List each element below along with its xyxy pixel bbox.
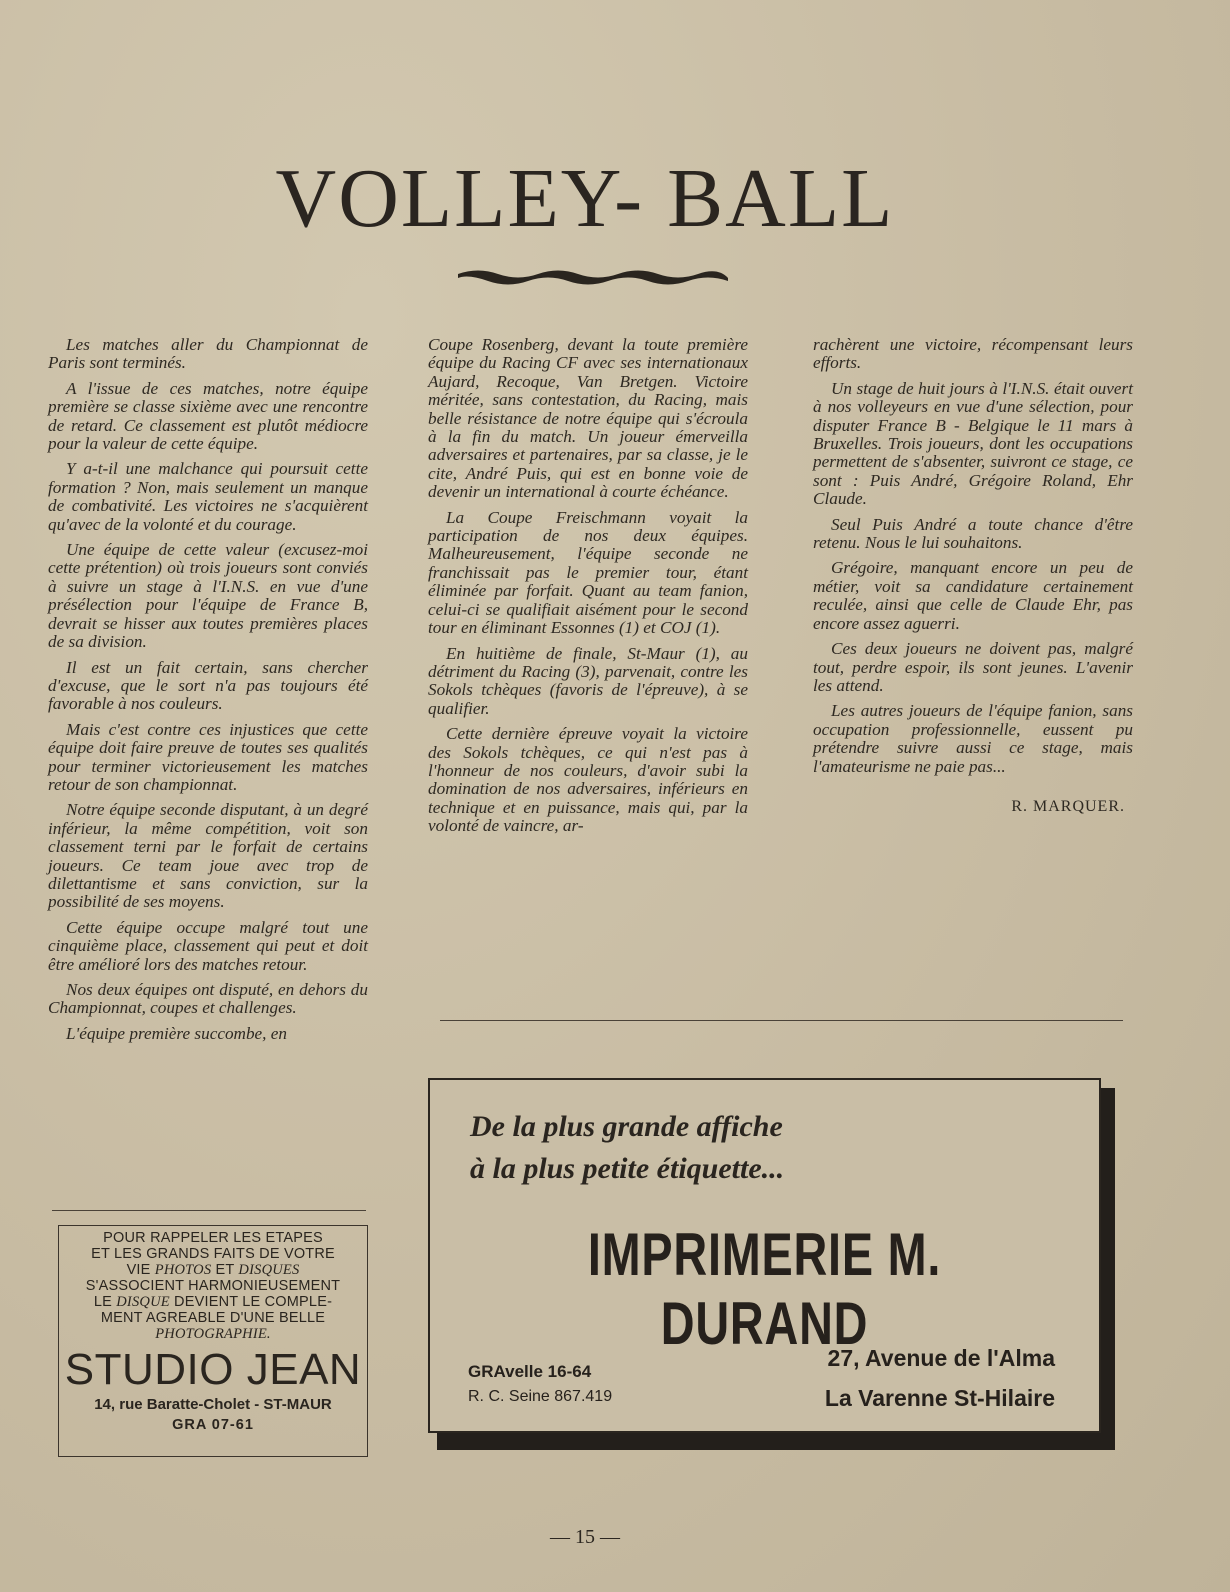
paragraph: Les autres joueurs de l'équipe fanion, sans occupation professionnelle, eussent pu prétendre suivre aussi ce stage, mais l'amateurisme ne paie pas... bbox=[813, 701, 1133, 776]
ad-slogan bbox=[470, 1106, 784, 1190]
ad-text-emphasis: PHOTOS bbox=[154, 1262, 212, 1278]
studio-jean-advertisement bbox=[58, 1225, 368, 1457]
paragraph: La Coupe Freischmann voyait la participation de nos deux équipes. Malheureusement, l'équipe seconde ne franchissait pas le premier tour, étant éliminée par forfait. Quant au team fanion, celui-ci se qualifiait aisément pour le second tour en éliminant Essonnes (1) et COJ (1). bbox=[428, 507, 748, 638]
divider-rule bbox=[52, 1210, 366, 1211]
ad-text-fragment: LE bbox=[93, 1294, 117, 1310]
address-city: La Varenne St-Hilaire bbox=[824, 1385, 1055, 1411]
printer-registration: R. C. Seine 867.419 bbox=[468, 1388, 613, 1405]
ad-text-line bbox=[59, 1294, 367, 1310]
paragraph: Coupe Rosenberg, devant la toute première équipe du Racing CF avec ses internationaux Aujard, Recoque, Van Bretgen. Victoire méritée, sans contestation, du Racing, mais belle résistance de notre équipe qui s'écroula à la fin du match. Un joueur émerveilla adversaires et partenaires, par sa classe, je le cite, André Puis, qui est en bonne voie de devenir un international à courte échéance. bbox=[428, 335, 748, 502]
paragraph: Cette dernière épreuve voyait la victoire des Sokols tchèques, ce qui n'est pas à l'honneur de nos couleurs, d'avoir subi la domination de nos adversaires, inférieurs en technique et en puissance, mais qui, par la volonté de vaincre, ar- bbox=[428, 724, 748, 836]
ad-text-emphasis: DISQUE bbox=[116, 1294, 170, 1310]
paragraph: Mais c'est contre ces injustices que cette équipe doit faire preuve de toutes ses qualités pour terminer victorieusement les matches retour de son championnat. bbox=[48, 719, 368, 794]
paragraph: L'équipe première succombe, en bbox=[66, 1023, 287, 1043]
ad-text-fragment: VIE bbox=[126, 1262, 155, 1278]
ad-text-emphasis: DISQUES bbox=[238, 1262, 300, 1278]
paragraph: Il est un fait certain, sans chercher d'excuse, que le sort n'a pas toujours été favorable à nos couleurs. bbox=[48, 657, 368, 714]
ad-text-line bbox=[59, 1262, 367, 1278]
printer-address bbox=[825, 1338, 1055, 1418]
paragraph: En huitième de finale, St-Maur (1), au détriment du Racing (3), parvenait, contre les Sokols tchèques (favoris de l'épreuve), à se qualifier. bbox=[428, 643, 748, 718]
ad-text-fragment: ET bbox=[211, 1262, 239, 1278]
ad-text-fragment: DEVIENT LE COMPLE- bbox=[169, 1294, 333, 1310]
author-signature: R. MARQUER. bbox=[1011, 797, 1125, 815]
paragraph: Les matches aller du Championnat de Paris sont terminés. bbox=[48, 335, 368, 373]
paragraph: A l'issue de ces matches, notre équipe première se classe sixième avec une rencontre de retard. Ce classement est plutôt médiocre pour la valeur de cette équipe. bbox=[48, 378, 368, 454]
paragraph: Une équipe de cette valeur (excusez-moi cette prétention) où trois joueurs sont conviés à suivre un stage à l'I.N.S. en vue d'une présélection pour l'équipe de France B, devrait se hisser aux toutes premières places de sa division. bbox=[48, 540, 368, 652]
studio-phone: GRA 07-61 bbox=[172, 1417, 254, 1433]
paragraph: Ces deux joueurs ne doivent pas, malgré tout, perdre espoir, ils sont jeunes. L'avenir les attend. bbox=[813, 639, 1133, 695]
slogan-line: De la plus grande affiche bbox=[470, 1110, 783, 1143]
ad-text-line: ET LES GRANDS FAITS DE VOTRE bbox=[91, 1246, 335, 1262]
imprimerie-durand-advertisement bbox=[428, 1078, 1101, 1433]
slogan-line: à la plus petite étiquette... bbox=[470, 1152, 785, 1185]
paragraph: Notre équipe seconde disputant, à un degré inférieur, la même compétition, voit son classement terni par le forfait de certains joueurs. Ce team joue avec trop de dilettantisme et sans conviction, sur la possibilité de ses moyens. bbox=[48, 800, 368, 912]
divider-rule bbox=[440, 1020, 1123, 1021]
paragraph: Seul Puis André a toute chance d'être retenu. Nous le lui souhaitons. bbox=[813, 514, 1133, 553]
printer-name: IMPRIMERIE M. DURAND bbox=[587, 1221, 942, 1357]
paragraph: Un stage de huit jours à l'I.N.S. était ouvert à nos volleyeurs en vue d'une sélection, pour disputer France B - Belgique le 11 mars à Bruxelles. Trois joueurs, dont les occupations permettent de s'absenter, suivront ce stage, ce sont : Puis André, Grégoire Roland, Ehr Claude. bbox=[813, 378, 1133, 509]
printer-phone: GRAvelle 16-64 bbox=[468, 1362, 592, 1381]
ad-text-line bbox=[59, 1326, 367, 1342]
studio-name: STUDIO JEAN bbox=[64, 1345, 362, 1394]
paragraph: Y a-t-il une malchance qui poursuit cette formation ? Non, mais seulement un manque de combativité. Les victoires ne s'acquièrent qu'avec de la volonté et du courage. bbox=[48, 459, 368, 534]
ad-text-emphasis: PHOTOGRAPHIE. bbox=[155, 1326, 271, 1342]
page-number: — 15 — bbox=[550, 1526, 620, 1548]
paragraph: Nos deux équipes ont disputé, en dehors du Championnat, coupes et challenges. bbox=[48, 980, 368, 1018]
ad-text-line: S'ASSOCIENT HARMONIEUSEMENT bbox=[85, 1278, 341, 1294]
studio-address: 14, rue Baratte-Cholet - ST-MAUR bbox=[94, 1396, 332, 1413]
ornamental-wave-divider bbox=[456, 266, 732, 288]
paragraph: rachèrent une victoire, récompensant leurs efforts. bbox=[813, 335, 1133, 373]
paragraph: Cette équipe occupe malgré tout une cinquième place, classement qui peut et doit être amélioré lors des matches retour. bbox=[48, 917, 368, 974]
article-title: VOLLEY- BALL bbox=[275, 152, 895, 245]
address-street: 27, Avenue de l'Alma bbox=[827, 1345, 1055, 1371]
article-column-1 bbox=[48, 336, 368, 1050]
article-column-3 bbox=[813, 336, 1133, 816]
paragraph: Grégoire, manquant encore un peu de métier, voit sa candidature certainement reculée, ainsi que celle de Claude Ehr, pas encore assez aguerri. bbox=[813, 558, 1133, 633]
article-column-2 bbox=[428, 336, 748, 843]
ad-text-line: POUR RAPPELER LES ETAPES bbox=[103, 1230, 323, 1246]
ad-text-line: MENT AGREABLE D'UNE BELLE bbox=[100, 1310, 326, 1326]
